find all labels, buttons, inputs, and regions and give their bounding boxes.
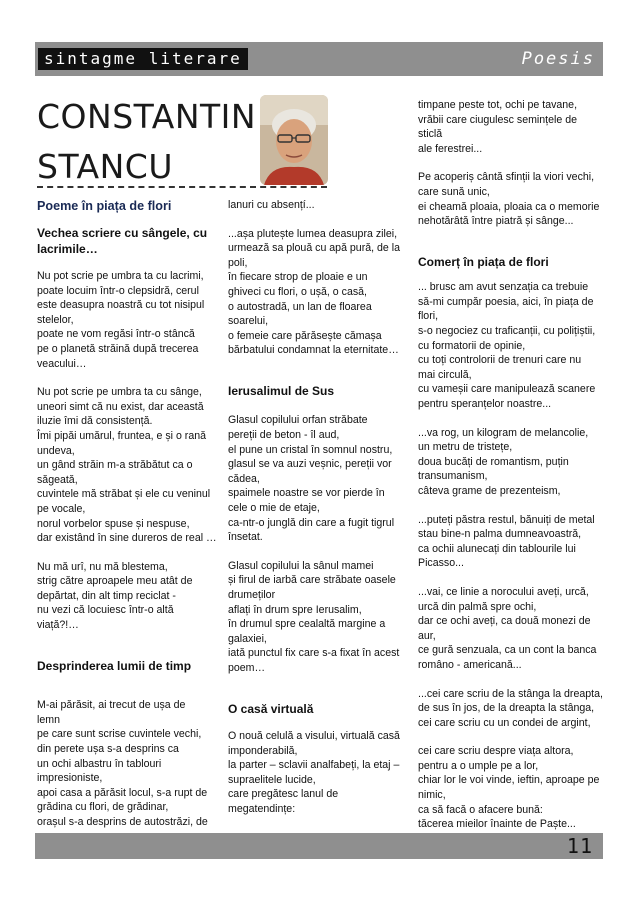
section-label: sintagme literare bbox=[38, 48, 248, 70]
stanza: ...va rog, un kilogram de melancolie, un metru de tristețe, doua bucăți de romantism, puțin transumanism, câteva grame de prezenteism, bbox=[418, 426, 589, 497]
stanza: cei care scriu despre viața altora, pentru a o umple pe a lor, chiar lor le voi vinde, ieftin, aproape pe nimic, ca să facă o afacere bună: tăcerea mieilor înainte de Paște... bbox=[418, 745, 600, 831]
poem-title: Ierusalimul de Sus bbox=[228, 383, 335, 398]
stanza: timpane peste tot, ochi pe tavane, vrăbii care ciugulesc semințele de sticlă ale ferestrei... bbox=[418, 99, 578, 155]
poem-title: O casă virtuală bbox=[228, 701, 314, 716]
magazine-name: Poesis bbox=[521, 49, 595, 69]
poems-series-title: Poeme în piața de flori bbox=[37, 199, 172, 213]
stanza: ... brusc am avut senzația ca trebuie să-mi cumpăr poesia, aici, în piața de flori, s-o negociez cu traficanții, cu polițiștii, cu formatorii de opinie, cu toți controlorii de trenuri care nu mai circulă, cu vameșii care manipulează scanere pentru speranțelor noastre... bbox=[418, 281, 596, 410]
column-3 bbox=[418, 98, 603, 832]
stanza: Nu pot scrie pe umbra ta cu sânge, uneori simt că nu exist, dar această iluzie îmi dă consistență. Îmi pipăi umărul, fruntea, e și o rană undeva, un gând străin m-a străbătut ca o săgeată, cuvintele mă străbat și ele cu veninul pe vocale, norul vorbelor spuse și nespuse, dar existând în sine dureros de real … bbox=[37, 386, 217, 545]
stanza: ...cei care scriu de la stânga la dreapta, de sus în jos, de la dreapta la stânga, cei care scriu cu un condei de argint, bbox=[418, 687, 603, 729]
column-2 bbox=[228, 198, 408, 817]
poem-title: Comerț în piața de flori bbox=[418, 254, 549, 269]
stanza: Nu pot scrie pe umbra ta cu lacrimi, poate locuim într-o clepsidră, cerul este deasupra noastră cu tot nisipul stelelor, poate ne vom regăsi într-o stâncă pe o planetă străină după trecerea veacului… bbox=[37, 270, 205, 370]
author-name bbox=[37, 92, 256, 192]
stanza: lanuri cu absențí... bbox=[228, 199, 315, 211]
stanza: Glasul copilului la sânul mamei și firul de iarbă care străbate oasele drumeților aflați în drum spre Ierusalim, în drumul spre cealaltă margine a galaxiei, iată punctul fix care s-a fixat în acest poem… bbox=[228, 559, 400, 674]
poem-title: Desprinderea lumii de timp bbox=[37, 658, 192, 673]
footer-bar bbox=[35, 833, 603, 859]
author-first-name: CONSTANTIN bbox=[37, 97, 257, 136]
stanza: Nu mă urî, nu mă blestema, strig către aproapele meu atât de depărtat, din alt timp reciclat - nu vezi că locuiesc într-o altă viață?!… bbox=[37, 560, 193, 632]
dashed-divider bbox=[37, 186, 327, 188]
author-photo bbox=[260, 95, 328, 185]
stanza: O nouă celulă a visului, virtuală casă imponderabilă, la parter – sclavii analfabeți, la etaj – supraelitele lucide, care pregătesc lanul de megatendințe: bbox=[228, 730, 400, 815]
header-bar bbox=[35, 42, 603, 76]
stanza: M-ai părăsit, ai trecut de ușa de lemn pe care sunt scrise cuvintele vechi, din perete ușa s-a desprins ca un ochi albastru în tablouri impresioniste, apoi casa a părăsit locul, s-a rupt de grădina cu flori, de grădinar, orașul s-a desprins de autostrăzi, de bbox=[37, 699, 208, 828]
stanza: ...așa plutește lumea deasupra zilei, urmează sa plouă cu apă pură, de la poli, în fiecare strop de ploaie e un ghiveci cu flori, o ușă, o casă, o autostradă, un lan de floarea soarelui, o femeie care părăsește cămașa bărbatului condamnat la eternitate… bbox=[228, 227, 400, 357]
stanza: Pe acoperiș cântă sfinții la viori vechi, care sună unic, ei cheamă ploaia, ploaia ca o memorie nehotărâtă între piatră și sânge... bbox=[418, 171, 600, 228]
stanza: ...puteți păstra restul, bănuiți de metal stau bine-n palma dumneavoastră, ca ochii alunecați din tablourile lui Picasso... bbox=[418, 513, 595, 570]
poem-title: Vechea scriere cu sângele, cu lacrimile… bbox=[37, 226, 208, 256]
stanza: ...vai, ce linie a norocului aveți, urcă, urcă din palmă spre ochi, dar ce ochi aveți, ca două monezi de aur, ce gură senzuala, ca un cont la banca româno - americană... bbox=[418, 585, 597, 671]
page-number: 11 bbox=[566, 834, 593, 858]
column-1 bbox=[37, 198, 217, 830]
stanza: Glasul copilului orfan străbate pereții de beton - îl aud, el pune un cristal în somnul nostru, glasul se va auzi veșnic, pereții vor cădea, spaimele noastre se vor pierde în cele o mie de etaje, ca-ntr-o junglă din care a fugit tigrul însetat. bbox=[228, 414, 395, 544]
author-last-name: STANCU bbox=[37, 147, 173, 186]
